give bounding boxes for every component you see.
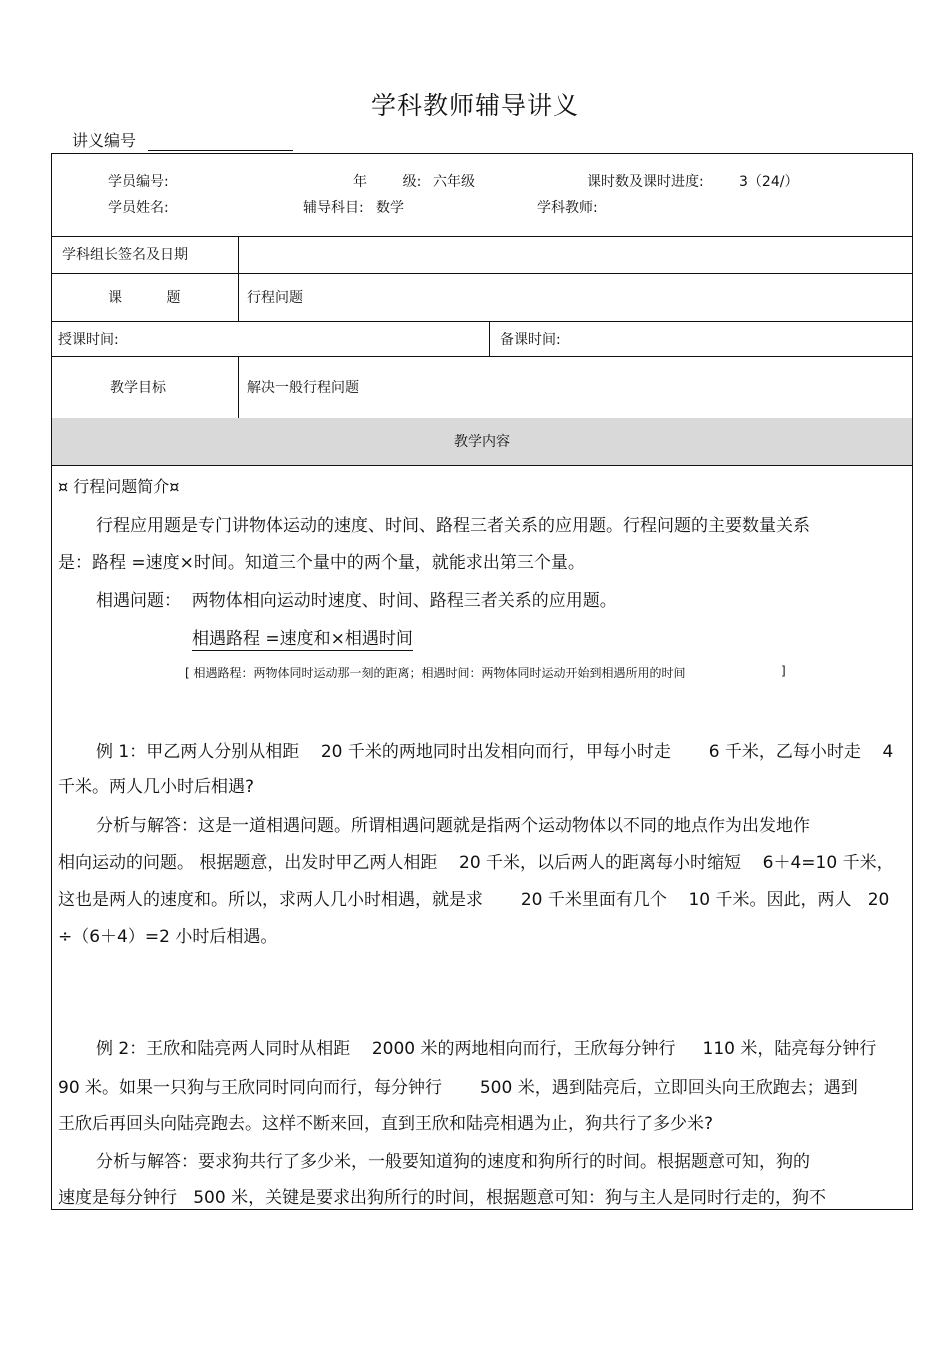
subject-value: 数学	[376, 200, 404, 216]
leader-sign-label: 学科组长签名及日期	[62, 247, 188, 263]
intro-line-1: 行程应用题是专门讲物体运动的速度、时间、路程三者关系的应用题。行程问题的主要数量关系	[96, 516, 810, 536]
example-1-answer-1: 分析与解答：这是一道相遇问题。所谓相遇问题就是指两个运动物体以不同的地点作为出发地作	[96, 816, 810, 836]
goal-value: 解决一般行程问题	[247, 380, 359, 396]
example-2-answer-2: 速度是每分钟行 500 米，关键是要求出狗所行的时间，根据题意可知：狗与主人是同时行走的，狗不	[58, 1188, 827, 1208]
teacher-label: 学科教师:	[537, 200, 598, 216]
example-2-line-2: 90 米。如果一只狗与王欣同时同向而行，每分钟行 500 米，遇到陆亮后，立即回头向王欣跑去；遇到	[58, 1078, 858, 1098]
meet-definition: 相遇问题： 两物体相向运动时速度、时间、路程三者关系的应用题。	[96, 591, 617, 611]
intro-line-2: 是：路程 =速度×时间。知道三个量中的两个量，就能求出第三个量。	[58, 553, 585, 573]
row-divider	[52, 356, 912, 357]
example-1-answer-3: 这也是两人的速度和。所以，求两人几小时相遇，就是求 20 千米里面有几个 10 千米。因此，两人 20	[58, 890, 890, 910]
handout-table	[51, 153, 913, 1210]
teach-time-label: 授课时间:	[58, 332, 119, 348]
grade-value: 六年级	[433, 174, 475, 190]
meet-formula-text: 相遇路程 =速度和×相遇时间	[192, 629, 413, 649]
column-divider	[489, 321, 490, 356]
handout-number-label: 讲义编号	[72, 131, 137, 150]
example-1-answer-4: ÷（6＋4）=2 小时后相遇。	[58, 927, 278, 947]
meet-note-end: ]	[781, 664, 786, 678]
topic-label: 课 题	[108, 290, 181, 306]
goal-label: 教学目标	[110, 380, 166, 396]
example-1-line-1: 例 1：甲乙两人分别从相距 20 千米的两地同时出发相向而行，甲每小时走 6 千米，乙每小时走 4	[96, 742, 894, 762]
example-2-line-3: 王欣后再回头向陆亮跑去。这样不断来回，直到王欣和陆亮相遇为止，狗共行了多少米?	[58, 1114, 714, 1134]
example-1-line-2: 千米。两人几小时后相遇?	[58, 777, 255, 797]
handout-number-blank	[148, 150, 293, 151]
student-no-label: 学员编号:	[108, 174, 169, 190]
row-divider	[52, 465, 912, 466]
meet-formula	[192, 624, 413, 649]
content-header: 教学内容	[454, 434, 510, 450]
grade-label: 年 级:	[353, 174, 422, 190]
student-name-label: 学员姓名:	[108, 200, 169, 216]
row-divider	[52, 321, 912, 322]
prep-time-label: 备课时间:	[500, 332, 561, 348]
column-divider	[238, 236, 239, 321]
section-title: ¤ 行程问题简介¤	[58, 477, 180, 496]
progress-value: 3（24/）	[739, 174, 799, 190]
meet-note: [ 相遇路程：两物体同时运动那一刻的距离；相遇时间：两物体同时运动开始到相遇所用的时间	[185, 666, 686, 680]
subject-label: 辅导科目:	[303, 200, 364, 216]
example-2-answer-1: 分析与解答：要求狗共行了多少米，一般要知道狗的速度和狗所行的时间。根据题意可知，狗的	[96, 1152, 810, 1172]
progress-label: 课时数及课时进度:	[587, 174, 704, 190]
example-1-answer-2: 相向运动的问题。 根据题意，出发时甲乙两人相距 20 千米，以后两人的距离每小时缩短 6＋4=10 千米，	[58, 853, 894, 873]
example-2-line-1: 例 2：王欣和陆亮两人同时从相距 2000 米的两地相向而行，王欣每分钟行 110 米，陆亮每分钟行	[96, 1039, 877, 1059]
row-divider	[52, 236, 912, 237]
page-title: 学科教师辅导讲义	[370, 91, 579, 120]
topic-value: 行程问题	[247, 290, 303, 306]
row-divider	[52, 273, 912, 274]
column-divider	[238, 356, 239, 418]
